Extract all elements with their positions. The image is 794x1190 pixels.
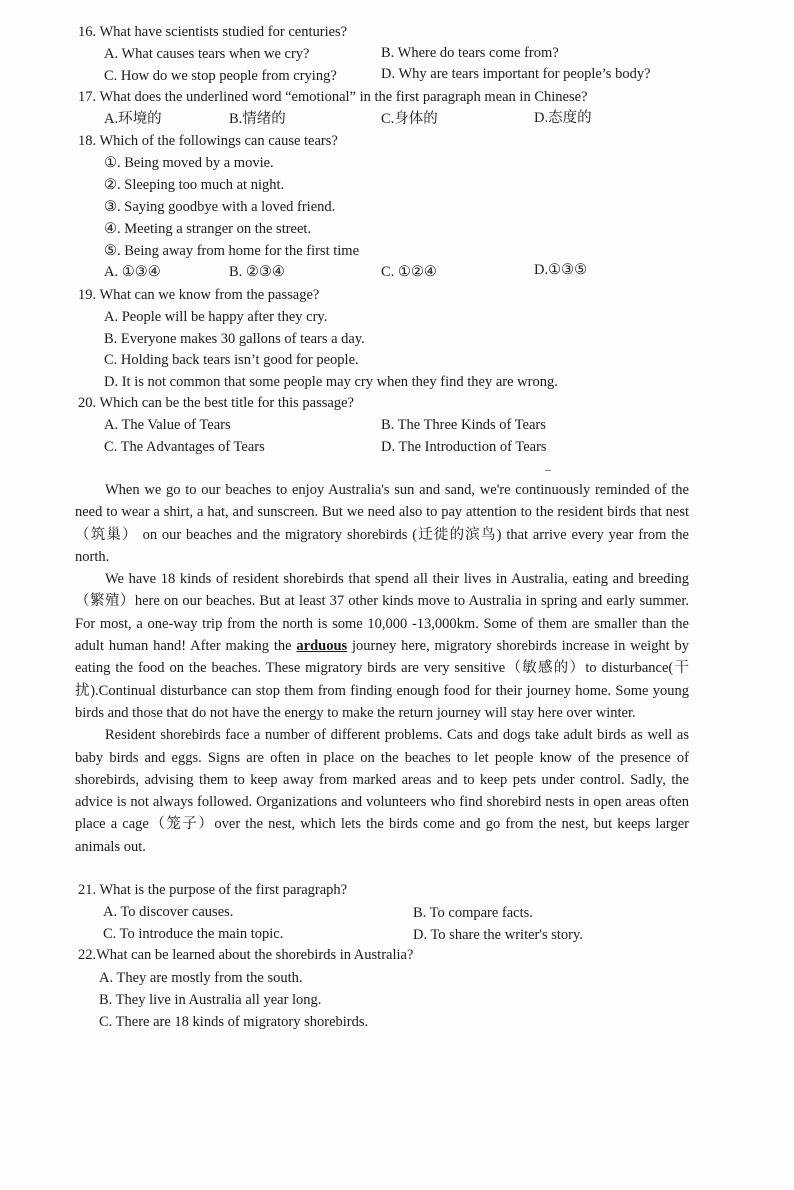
question-18-item-4: ④. Meeting a stranger on the street. (104, 221, 312, 237)
question-18-option-c: C. ①②④ (381, 264, 437, 280)
question-22-stem: 22.What can be learned about the shorebirds in Australia? (78, 947, 414, 963)
question-19-option-b: B. Everyone makes 30 gallons of tears a day. (104, 331, 365, 347)
question-18-stem: 18. Which of the followings can cause tears? (78, 133, 338, 149)
passage-paragraph-3: Resident shorebirds face a number of different problems. Cats and dogs take adult birds as well as baby birds and eggs. Signs are often in place on the beaches to let people know of the presence of shorebirds, advising them to keep away from marked areas and to keep pets under control. Sadly, the advice is not always followed. Organizations and volunteers who find shorebird nests in open areas often place a cage（笼子）over the nest, which lets the birds come and go from the nest, but keeps larger animals out. (75, 727, 689, 855)
question-22-option-b: B. They live in Australia all year long. (99, 992, 322, 1008)
question-20-option-c: C. The Advantages of Tears (104, 439, 265, 455)
question-17-stem: 17. What does the underlined word “emotional” in the first paragraph mean in Chinese? (78, 89, 588, 105)
question-17-option-d: D.态度的 (534, 110, 592, 126)
question-20-stem: 20. Which can be the best title for this passage? (78, 395, 354, 411)
question-22-option-c: C. There are 18 kinds of migratory shorebirds. (99, 1014, 369, 1030)
question-18-option-b: B. ②③④ (229, 264, 285, 280)
question-20-option-a: A. The Value of Tears (104, 417, 231, 433)
question-22-option-a: A. They are mostly from the south. (99, 970, 303, 986)
underlined-word: arduous (296, 638, 348, 655)
question-21-option-b: B. To compare facts. (413, 905, 533, 921)
question-18-option-d: D.①③⑤ (534, 262, 588, 278)
question-18-option-a: A. ①③④ (104, 264, 161, 280)
reading-passage (75, 479, 689, 858)
question-16-stem: 16. What have scientists studied for centuries? (78, 24, 348, 40)
question-17-option-a: A.环境的 (104, 111, 162, 127)
passage-paragraph-2-part-1: We have 18 kinds of resident shorebirds that spend all their lives in Australia, eating and breeding（繁殖）here on our beaches. But at least 37 other kinds move to Australia in spring and early summer. For most, a one-way trip from the north is some 10,000 -13,000km. Some of them are smaller than the adult human hand! After making the (75, 571, 689, 655)
question-17-option-c: C.身体的 (381, 111, 438, 127)
passage-paragraph-1: When we go to our beaches to enjoy Australia's sun and sand, we're continuously reminded of the need to wear a shirt, a hat, and sunscreen. But we need also to pay attention to the resident birds that nest（筑巢） on our beaches and the migratory shorebirds (迁徙的滨鸟) that arrive every year from the north. (75, 482, 689, 565)
question-18-item-2: ②. Sleeping too much at night. (104, 177, 285, 193)
scan-mark (545, 470, 551, 471)
question-19-option-a: A. People will be happy after they cry. (104, 309, 328, 325)
passage-paragraph-2-part-2: journey here, migratory shorebirds increase in weight by eating the food on the beaches. These migratory birds are very sensitive（敏感的）to disturbance(干扰).Continual disturbance can stop them from finding enough food for their journey home. Some young birds and those that do not have the energy to make the return journey will stay here over winter. (75, 638, 689, 721)
question-17-option-b: B.情绪的 (229, 111, 286, 127)
question-16-option-b: B. Where do tears come from? (381, 45, 559, 61)
question-16-option-c: C. How do we stop people from crying? (104, 68, 337, 84)
question-16-option-d: D. Why are tears important for people’s body? (381, 66, 651, 82)
question-21-option-d: D. To share the writer's story. (413, 927, 583, 943)
question-18-item-1: ①. Being moved by a movie. (104, 155, 274, 171)
question-21-option-c: C. To introduce the main topic. (103, 926, 284, 942)
question-21-option-a: A. To discover causes. (103, 904, 234, 920)
question-20-option-d: D. The Introduction of Tears (381, 439, 547, 455)
question-21-stem: 21. What is the purpose of the first paragraph? (78, 882, 348, 898)
question-16-option-a: A. What causes tears when we cry? (104, 46, 310, 62)
question-18-item-3: ③. Saying goodbye with a loved friend. (104, 199, 336, 215)
question-20-option-b: B. The Three Kinds of Tears (381, 417, 546, 433)
question-19-option-c: C. Holding back tears isn’t good for people. (104, 352, 359, 368)
question-19-option-d: D. It is not common that some people may cry when they find they are wrong. (104, 374, 558, 390)
passage-paragraph-2 (75, 568, 689, 724)
question-18-item-5: ⑤. Being away from home for the first time (104, 243, 360, 259)
question-19-stem: 19. What can we know from the passage? (78, 287, 320, 303)
